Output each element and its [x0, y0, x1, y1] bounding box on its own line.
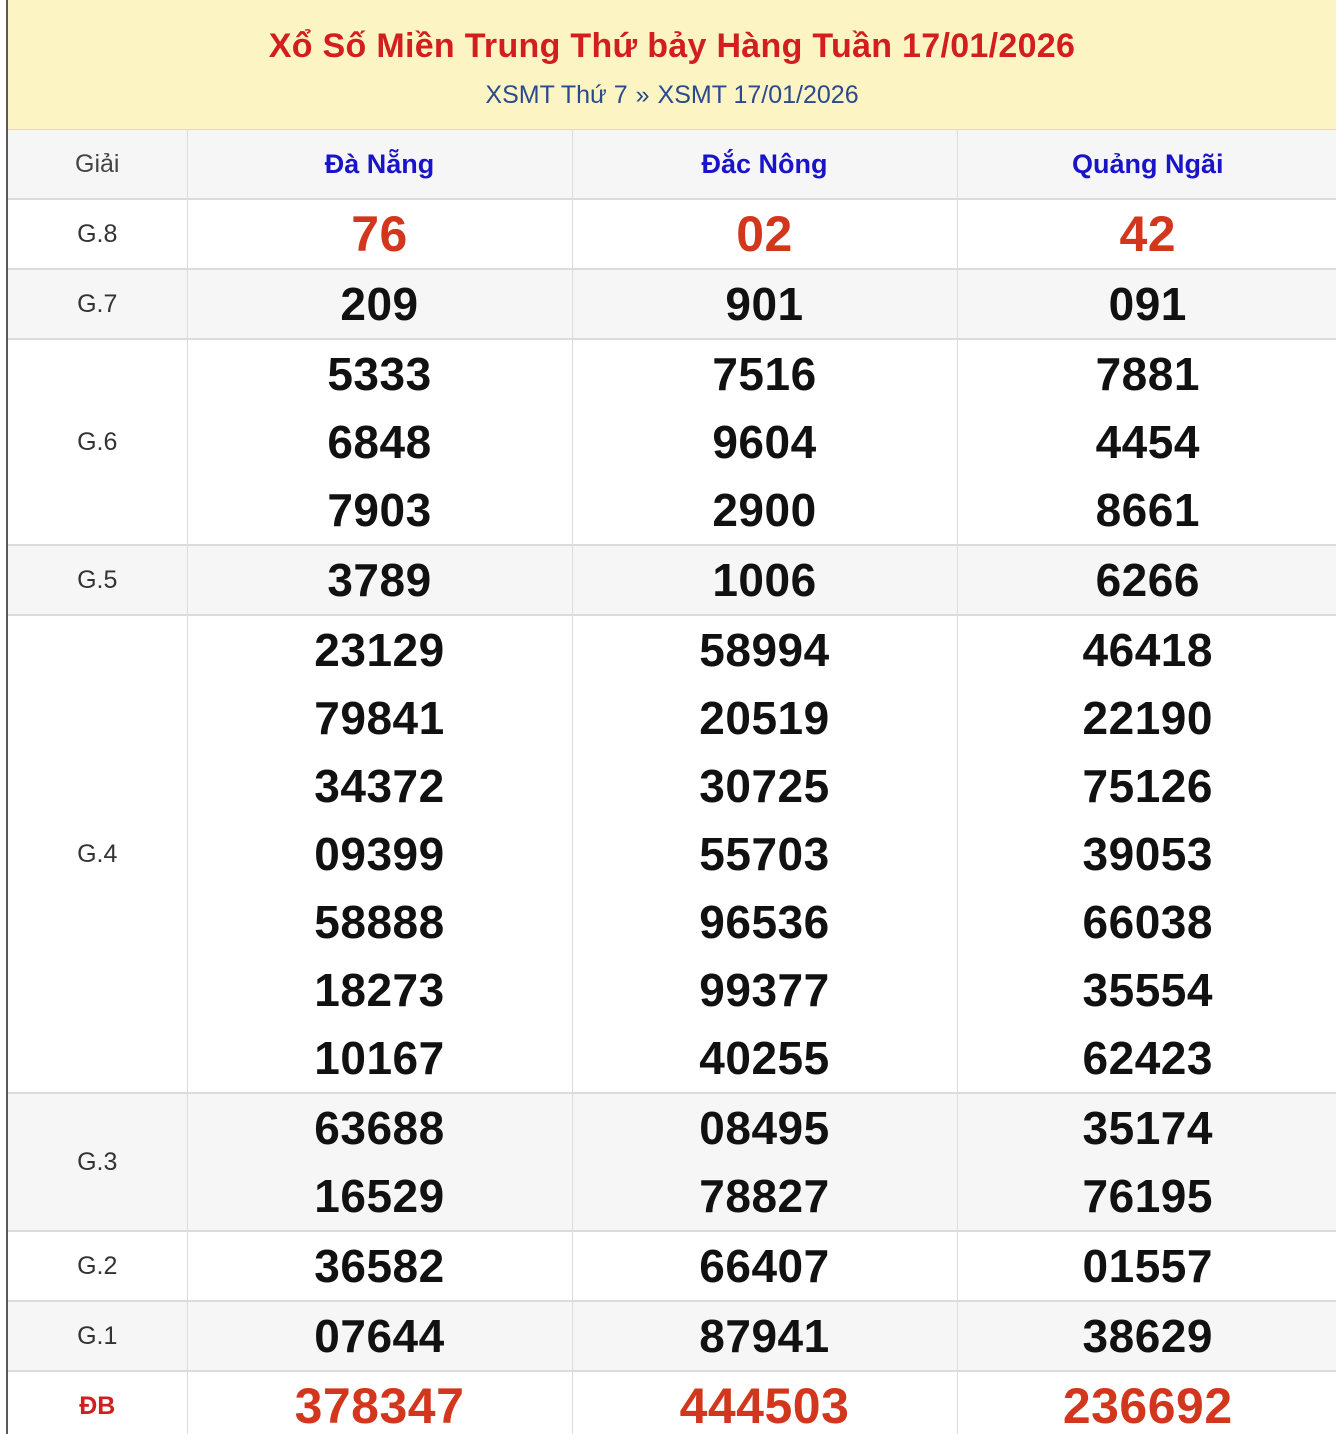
result-cell — [572, 199, 957, 269]
result-number: 7516 — [712, 348, 817, 400]
breadcrumb — [8, 80, 1336, 110]
prize-label: G.6 — [8, 339, 187, 545]
result-number: 2900 — [712, 484, 817, 536]
result-number: 22190 — [1082, 692, 1213, 744]
result-number: 99377 — [699, 964, 830, 1016]
prize-label: G.8 — [8, 199, 187, 269]
breadcrumb-link-weekday[interactable]: XSMT Thứ 7 — [485, 81, 628, 109]
result-cell — [957, 545, 1336, 615]
result-cell — [187, 199, 572, 269]
result-number: 9604 — [712, 416, 817, 468]
result-number: 75126 — [1082, 760, 1213, 812]
result-cell — [957, 339, 1336, 545]
results-header — [8, 0, 1336, 130]
result-number: 55703 — [699, 828, 830, 880]
province-header[interactable]: Đà Nẵng — [187, 130, 572, 199]
result-number: 20519 — [699, 692, 830, 744]
result-cell — [957, 269, 1336, 339]
result-number: 66407 — [699, 1240, 830, 1292]
result-number: 6266 — [1095, 554, 1200, 606]
result-number: 76 — [351, 206, 408, 262]
prize-label: G.7 — [8, 269, 187, 339]
result-number: 10167 — [314, 1032, 445, 1084]
result-cell — [957, 615, 1336, 1093]
result-number: 18273 — [314, 964, 445, 1016]
result-cell — [957, 199, 1336, 269]
prize-column-header: Giải — [8, 130, 187, 199]
prize-label: G.1 — [8, 1301, 187, 1371]
result-cell — [187, 615, 572, 1093]
result-number: 58888 — [314, 896, 445, 948]
result-number: 901 — [725, 278, 804, 330]
result-number: 42 — [1119, 206, 1177, 262]
table-row — [8, 1093, 1336, 1231]
result-cell — [187, 545, 572, 615]
result-number: 8661 — [1095, 484, 1200, 536]
result-number: 34372 — [314, 760, 445, 812]
province-header[interactable]: Quảng Ngãi — [957, 130, 1336, 199]
result-number: 36582 — [314, 1240, 445, 1292]
page-title: Xổ Số Miền Trung Thứ bảy Hàng Tuần 17/01/2026 — [268, 27, 1076, 65]
prize-label: G.2 — [8, 1231, 187, 1301]
results-frame — [6, 0, 1336, 1434]
result-number: 23129 — [314, 624, 445, 676]
prize-label: G.5 — [8, 545, 187, 615]
special-prize-number: 444503 — [679, 1378, 850, 1434]
result-number: 78827 — [699, 1170, 830, 1222]
result-number: 66038 — [1082, 896, 1213, 948]
result-number: 091 — [1108, 278, 1187, 330]
breadcrumb-link-date[interactable]: XSMT 17/01/2026 — [657, 81, 859, 109]
table-header-row — [8, 130, 1336, 199]
result-number: 7881 — [1095, 348, 1200, 400]
result-number: 62423 — [1082, 1032, 1213, 1084]
result-cell — [957, 1231, 1336, 1301]
result-cell — [957, 1301, 1336, 1371]
result-number: 58994 — [699, 624, 830, 676]
result-cell — [187, 1301, 572, 1371]
table-row — [8, 1231, 1336, 1301]
result-number: 87941 — [699, 1310, 830, 1362]
result-cell — [187, 269, 572, 339]
result-number: 30725 — [699, 760, 830, 812]
result-number: 209 — [340, 278, 419, 330]
result-cell — [572, 1093, 957, 1231]
prize-label: ĐB — [8, 1371, 187, 1434]
result-number: 76195 — [1082, 1170, 1213, 1222]
result-cell — [572, 1371, 957, 1434]
result-number: 63688 — [314, 1102, 445, 1154]
prize-label: G.3 — [8, 1093, 187, 1231]
result-number: 35174 — [1082, 1102, 1213, 1154]
table-row — [8, 339, 1336, 545]
table-row — [8, 615, 1336, 1093]
result-number: 39053 — [1082, 828, 1213, 880]
result-cell — [572, 1301, 957, 1371]
result-cell — [957, 1093, 1336, 1231]
result-cell — [572, 339, 957, 545]
result-number: 08495 — [699, 1102, 830, 1154]
special-prize-number: 236692 — [1062, 1378, 1233, 1434]
table-row — [8, 1301, 1336, 1371]
result-number: 79841 — [314, 692, 445, 744]
result-number: 09399 — [314, 828, 445, 880]
result-cell — [187, 1231, 572, 1301]
result-number: 02 — [736, 206, 793, 262]
table-row — [8, 1371, 1336, 1434]
result-cell — [187, 1093, 572, 1231]
table-row — [8, 269, 1336, 339]
result-number: 7903 — [327, 484, 432, 536]
prize-label: G.4 — [8, 615, 187, 1093]
result-cell — [957, 1371, 1336, 1434]
result-number: 1006 — [712, 554, 817, 606]
result-cell — [572, 269, 957, 339]
result-number: 46418 — [1082, 624, 1213, 676]
breadcrumb-separator: » — [635, 81, 650, 109]
result-number: 16529 — [314, 1170, 445, 1222]
result-number: 38629 — [1082, 1310, 1213, 1362]
result-cell — [572, 545, 957, 615]
result-number: 6848 — [327, 416, 432, 468]
result-number: 3789 — [327, 554, 432, 606]
results-body — [8, 199, 1336, 1434]
result-number: 96536 — [699, 896, 830, 948]
result-number: 5333 — [327, 348, 432, 400]
result-number: 01557 — [1082, 1240, 1213, 1292]
result-cell — [187, 1371, 572, 1434]
result-number: 4454 — [1095, 416, 1200, 468]
result-number: 07644 — [314, 1310, 445, 1362]
special-prize-number: 378347 — [294, 1378, 465, 1434]
table-row — [8, 199, 1336, 269]
province-header[interactable]: Đắc Nông — [572, 130, 957, 199]
result-cell — [187, 339, 572, 545]
results-table — [8, 130, 1336, 1434]
result-cell — [572, 615, 957, 1093]
result-number: 40255 — [699, 1032, 830, 1084]
result-number: 35554 — [1082, 964, 1213, 1016]
table-row — [8, 545, 1336, 615]
result-cell — [572, 1231, 957, 1301]
